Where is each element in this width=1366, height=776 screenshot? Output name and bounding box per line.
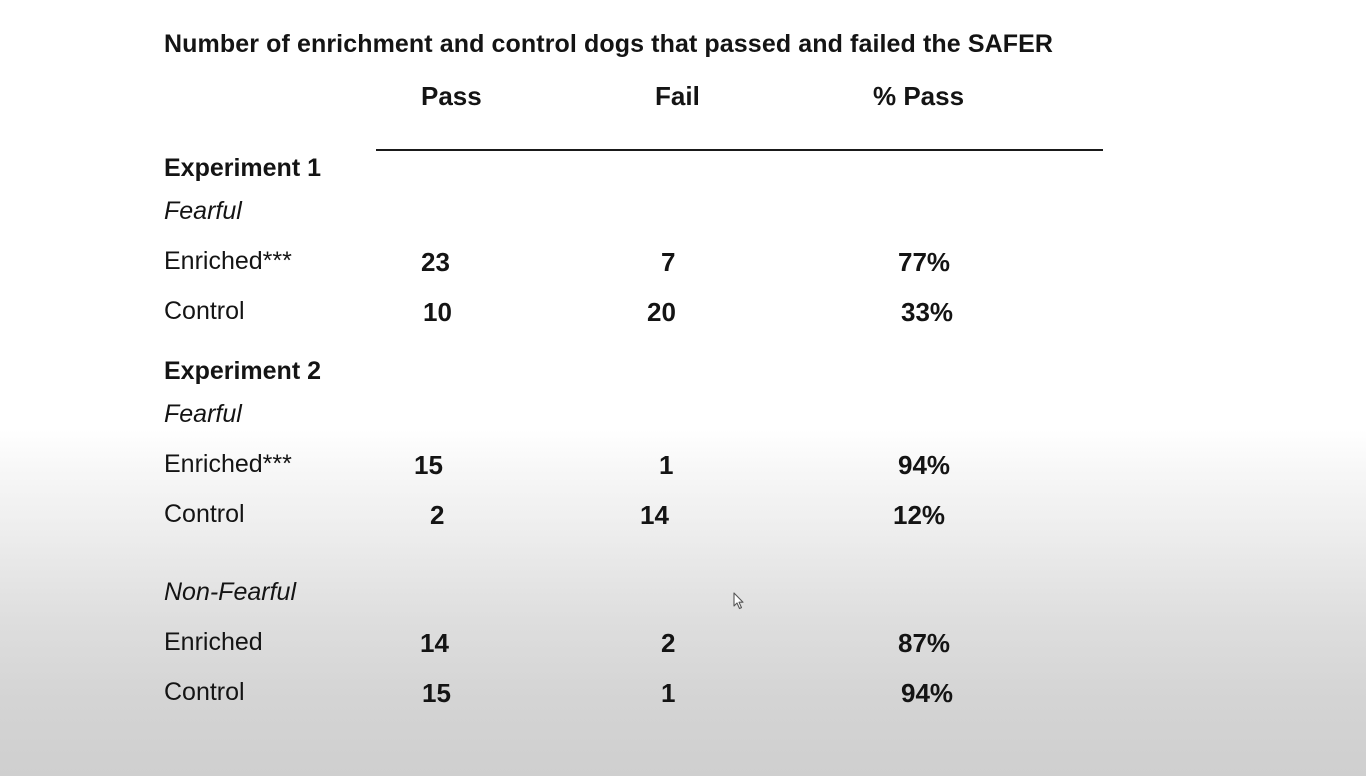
fail-value: 7 <box>661 247 676 277</box>
header-divider <box>376 149 1103 151</box>
fail-value: 1 <box>659 450 674 480</box>
pass-value: 10 <box>423 297 452 327</box>
column-header-fail: Fail <box>655 81 700 111</box>
percent-pass-value: 94% <box>898 450 951 480</box>
percent-pass-value: 33% <box>901 297 954 327</box>
experiment-2-nonfearful-label: Non-Fearful <box>164 578 296 606</box>
fail-value: 20 <box>647 297 676 327</box>
fail-value: 1 <box>661 678 676 708</box>
percent-pass-value: 12% <box>893 500 946 530</box>
fail-value: 2 <box>661 628 676 658</box>
pass-value: 15 <box>422 678 451 708</box>
column-header-percent-pass: % Pass <box>873 81 965 111</box>
mouse-pointer-icon <box>733 592 745 610</box>
percent-pass-value: 87% <box>898 628 951 658</box>
pass-value: 14 <box>420 628 449 658</box>
pass-value: 23 <box>421 247 450 277</box>
column-header-pass: Pass <box>421 81 482 111</box>
row-label: Control <box>164 500 245 528</box>
experiment-1-heading: Experiment 1 <box>164 154 322 182</box>
experiment-1-fearful-label: Fearful <box>164 197 242 225</box>
row-label: Enriched*** <box>164 450 292 478</box>
pass-value: 15 <box>414 450 443 480</box>
row-label: Control <box>164 297 245 325</box>
row-label: Enriched <box>164 628 263 656</box>
row-label: Control <box>164 678 245 706</box>
row-label: Enriched*** <box>164 247 292 275</box>
experiment-2-heading: Experiment 2 <box>164 357 322 385</box>
pass-value: 2 <box>430 500 445 530</box>
percent-pass-value: 77% <box>898 247 951 277</box>
percent-pass-value: 94% <box>901 678 954 708</box>
fail-value: 14 <box>640 500 669 530</box>
experiment-2-fearful-label: Fearful <box>164 400 242 428</box>
table-title: Number of enrichment and control dogs that passed and failed the SAFER <box>164 30 1054 58</box>
